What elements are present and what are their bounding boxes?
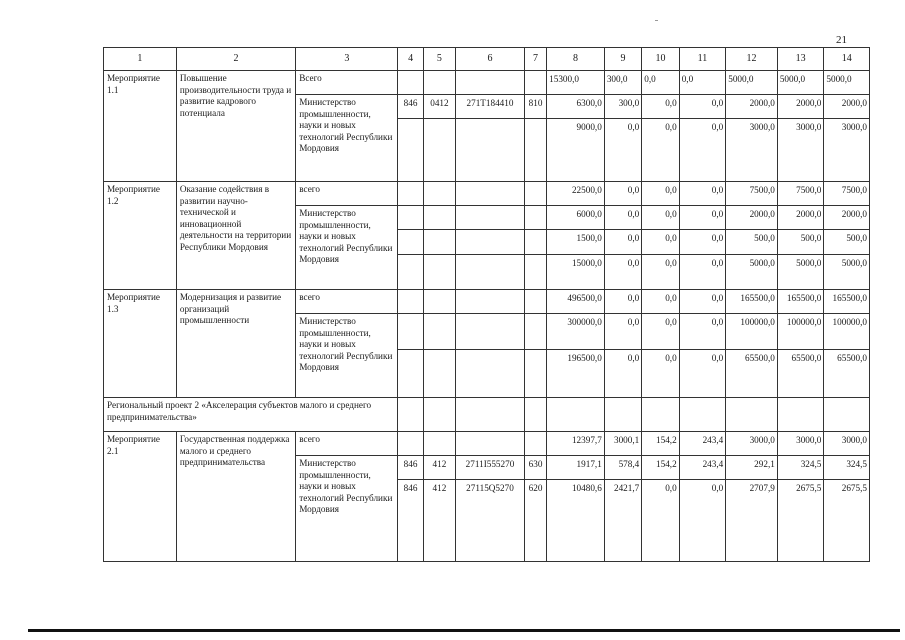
value-cell: 5000,0 [726, 255, 778, 290]
value-cell: 154,2 [642, 432, 679, 456]
value-cell: 7500,0 [824, 182, 870, 206]
value-cell: 15300,0 [547, 71, 605, 95]
table-row [104, 71, 870, 95]
measure-description: Оказание содействия в развитии научно-технической и инновационной деятельности на территории Республики Мордовия [176, 182, 295, 290]
value-cell: 0,0 [604, 119, 641, 182]
value-cell: 2000,0 [726, 206, 778, 230]
header-cell: 12 [726, 48, 778, 71]
header-cell: 2 [176, 48, 295, 71]
value-cell: 0,0 [642, 290, 679, 314]
value-cell: 3000,0 [824, 119, 870, 182]
value-cell: 3000,0 [824, 432, 870, 456]
value-cell: 243,4 [679, 456, 726, 480]
value-cell: 5000,0 [824, 255, 870, 290]
code-cell: 412 [423, 456, 455, 480]
header-cell: 6 [456, 48, 525, 71]
value-cell: 5000,0 [824, 71, 870, 95]
code-cell: 271Т184410 [456, 95, 525, 119]
value-cell: 0,0 [642, 255, 679, 290]
header-row [104, 48, 870, 71]
value-cell: 0,0 [604, 290, 641, 314]
code-cell: 412 [423, 480, 455, 562]
value-cell: 496500,0 [547, 290, 605, 314]
header-cell: 8 [547, 48, 605, 71]
scan-speck [655, 20, 658, 21]
value-cell: 1500,0 [547, 230, 605, 255]
value-cell: 300,0 [604, 95, 641, 119]
value-cell: 0,0 [604, 350, 641, 398]
value-cell: 5000,0 [726, 71, 778, 95]
source-total: всего [296, 290, 398, 314]
code-cell: 620 [524, 480, 546, 562]
header-cell: 4 [398, 48, 423, 71]
value-cell: 3000,0 [777, 432, 824, 456]
funding-source: Министерство промышленности, науки и новых технологий Республики Мордовия [296, 206, 398, 290]
value-cell: 65500,0 [777, 350, 824, 398]
value-cell: 165500,0 [726, 290, 778, 314]
header-cell: 5 [423, 48, 455, 71]
value-cell: 165500,0 [777, 290, 824, 314]
value-cell: 0,0 [642, 480, 679, 562]
table-row [104, 432, 870, 456]
code-cell: 846 [398, 480, 423, 562]
value-cell: 0,0 [679, 182, 726, 206]
value-cell: 500,0 [777, 230, 824, 255]
value-cell: 7500,0 [726, 182, 778, 206]
value-cell: 500,0 [824, 230, 870, 255]
funding-source: Министерство промышленности, науки и новых технологий Республики Мордовия [296, 95, 398, 182]
value-cell: 0,0 [642, 119, 679, 182]
measure-name: Мероприятие 1.3 [104, 290, 177, 398]
value-cell: 154,2 [642, 456, 679, 480]
measure-name: Мероприятие 1.1 [104, 71, 177, 182]
value-cell: 0,0 [604, 230, 641, 255]
measure-name: Мероприятие 1.2 [104, 182, 177, 290]
budget-table [103, 47, 870, 562]
value-cell: 2000,0 [777, 95, 824, 119]
value-cell: 5000,0 [777, 71, 824, 95]
value-cell: 100000,0 [726, 314, 778, 350]
code-cell: 846 [398, 95, 423, 119]
header-cell: 11 [679, 48, 726, 71]
value-cell: 0,0 [679, 95, 726, 119]
value-cell: 243,4 [679, 432, 726, 456]
value-cell: 12397,7 [547, 432, 605, 456]
value-cell: 2421,7 [604, 480, 641, 562]
value-cell: 7500,0 [777, 182, 824, 206]
value-cell: 0,0 [604, 255, 641, 290]
source-total: всего [296, 182, 398, 206]
value-cell: 0,0 [642, 182, 679, 206]
value-cell: 300000,0 [547, 314, 605, 350]
value-cell: 196500,0 [547, 350, 605, 398]
measure-name: Мероприятие 2.1 [104, 432, 177, 562]
value-cell: 0,0 [679, 119, 726, 182]
code-cell: 0412 [423, 95, 455, 119]
value-cell: 3000,0 [777, 119, 824, 182]
bottom-rule [28, 629, 900, 632]
value-cell: 578,4 [604, 456, 641, 480]
code-cell: 27115Q5270 [456, 480, 525, 562]
value-cell: 0,0 [642, 95, 679, 119]
value-cell: 0,0 [642, 350, 679, 398]
value-cell: 6000,0 [547, 206, 605, 230]
value-cell: 65500,0 [824, 350, 870, 398]
value-cell: 3000,1 [604, 432, 641, 456]
header-cell: 1 [104, 48, 177, 71]
value-cell: 100000,0 [824, 314, 870, 350]
code-cell: 846 [398, 456, 423, 480]
header-cell: 7 [524, 48, 546, 71]
value-cell: 10480,6 [547, 480, 605, 562]
value-cell: 2675,5 [824, 480, 870, 562]
value-cell: 2000,0 [777, 206, 824, 230]
value-cell: 2707,9 [726, 480, 778, 562]
value-cell: 500,0 [726, 230, 778, 255]
value-cell: 0,0 [642, 206, 679, 230]
value-cell: 165500,0 [824, 290, 870, 314]
value-cell: 0,0 [679, 480, 726, 562]
section-heading: Региональный проект 2 «Акселерация субъектов малого и среднего предпринимательства» [104, 398, 398, 432]
value-cell: 9000,0 [547, 119, 605, 182]
measure-description: Повышение производительности труда и развитие кадрового потенциала [176, 71, 295, 182]
code-cell: 810 [524, 95, 546, 119]
value-cell: 0,0 [679, 255, 726, 290]
funding-source: Министерство промышленности, науки и новых технологий Республики Мордовия [296, 456, 398, 562]
value-cell: 0,0 [679, 206, 726, 230]
value-cell: 0,0 [679, 71, 726, 95]
value-cell: 3000,0 [726, 119, 778, 182]
code-cell: 2711I555270 [456, 456, 525, 480]
value-cell: 3000,0 [726, 432, 778, 456]
value-cell: 22500,0 [547, 182, 605, 206]
value-cell: 0,0 [642, 230, 679, 255]
value-cell: 2000,0 [726, 95, 778, 119]
header-cell: 9 [604, 48, 641, 71]
code-cell: 630 [524, 456, 546, 480]
measure-description: Модернизация и развитие организаций промышленности [176, 290, 295, 398]
value-cell: 100000,0 [777, 314, 824, 350]
measure-description: Государственная поддержка малого и среднего предпринимательства [176, 432, 295, 562]
value-cell: 2000,0 [824, 206, 870, 230]
page-number: 21 [836, 34, 847, 46]
value-cell: 2675,5 [777, 480, 824, 562]
value-cell: 324,5 [777, 456, 824, 480]
value-cell: 0,0 [604, 314, 641, 350]
header-cell: 10 [642, 48, 679, 71]
value-cell: 0,0 [642, 314, 679, 350]
header-cell: 3 [296, 48, 398, 71]
value-cell: 65500,0 [726, 350, 778, 398]
source-total: Всего [296, 71, 398, 95]
source-total: всего [296, 432, 398, 456]
value-cell: 6300,0 [547, 95, 605, 119]
value-cell: 0,0 [679, 290, 726, 314]
table-row [104, 398, 870, 432]
header-cell: 13 [777, 48, 824, 71]
table-row [104, 290, 870, 314]
value-cell: 292,1 [726, 456, 778, 480]
funding-source: Министерство промышленности, науки и новых технологий Республики Мордовия [296, 314, 398, 398]
value-cell: 324,5 [824, 456, 870, 480]
value-cell: 2000,0 [824, 95, 870, 119]
value-cell: 300,0 [604, 71, 641, 95]
value-cell: 0,0 [679, 350, 726, 398]
value-cell: 0,0 [679, 314, 726, 350]
value-cell: 15000,0 [547, 255, 605, 290]
value-cell: 1917,1 [547, 456, 605, 480]
value-cell: 0,0 [604, 182, 641, 206]
table-row [104, 182, 870, 206]
value-cell: 0,0 [679, 230, 726, 255]
value-cell: 0,0 [642, 71, 679, 95]
value-cell: 0,0 [604, 206, 641, 230]
header-cell: 14 [824, 48, 870, 71]
value-cell: 5000,0 [777, 255, 824, 290]
